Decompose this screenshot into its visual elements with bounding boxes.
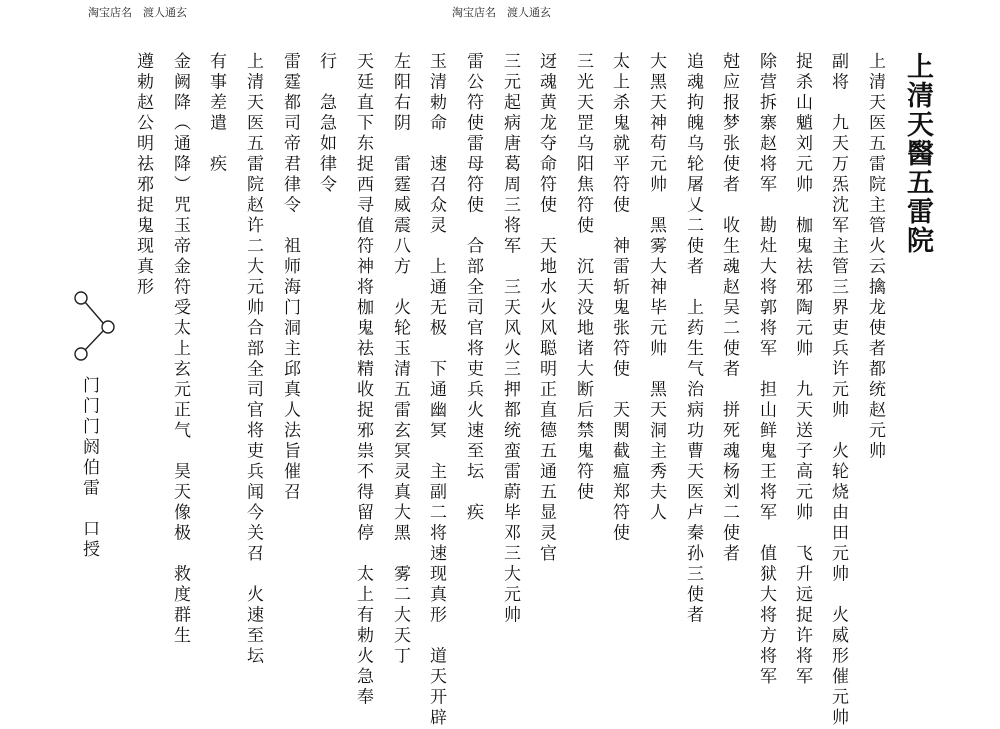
header-shop-name-left: 淘宝店名 渡人通玄 [88,6,187,19]
text-column-2: 副将 九天万炁沈军主管三界吏兵许元帅 火轮烧由田元帅 火威形催元帅 [828,52,848,729]
text-column-20: 金阙降（通降）咒玉帝金符受太上玄元正气 昊天像极 救度群生 [170,52,190,647]
text-column-5: 尅应报梦张使者 收生魂赵吴二使者 拼死魂杨刘二使者 [719,52,739,565]
text-column-18: 上清天医五雷院赵许二大元帅合部全司官将吏兵闻今关召 火速至坛 [243,52,263,667]
text-column-19: 有事差遣 疾 [206,52,226,175]
text-column-12: 雷公符使雷母符使 合部全司官将吏兵火速至坛 疾 [463,52,483,524]
text-column-9: 三光天罡乌阳焦符使 沉天没地诸大断后禁鬼符使 [573,52,593,503]
text-column-16: 行 急急如律令 [316,52,336,196]
document-title: 上清天醫五雷院 [902,52,933,255]
text-column-14: 左阳右阴 雷霆威震八方 火轮玉清五雷玄冥灵真大黑 雾二大天丁 [390,52,410,667]
text-column-8: 太上杀鬼就平符使 神雷斩鬼张符使 天関截瘟郑符使 [609,52,629,544]
talisman-star-glyph-icon [72,290,118,362]
header-shop-name-right: 淘宝店名 渡人通玄 [452,6,551,19]
text-column-7: 大黑天神苟元帅 黑雾大神毕元帅 黑天洞主秀夫人 [646,52,666,524]
signature-line: 门门门阏伯雷 口授 [79,376,99,561]
text-column-3: 捉杀山魈刘元帅 枷鬼祛邪陶元帅 九天送子高元帅 飞升远捉许将军 [792,52,812,688]
text-column-4: 除营拆寨赵将军 勘灶大将郭将军 担山鲜鬼王将军 值狱大将方将军 [756,52,776,688]
text-column-21: 遵勅赵公明祛邪捉鬼现真形 [133,52,153,298]
text-column-13: 玉清勅命 速召众灵 上通无极 下通幽冥 主副二将速现真形 道天开辟 [426,52,446,729]
text-column-6: 追魂拘魄乌轮屠乂二使者 上药生气治病功曹天医卢秦孙三使者 [683,52,703,626]
text-column-11: 三元起病唐葛周三将军 三天风火三押都统蛮雷蔚毕邓三大元帅 [500,52,520,626]
text-column-17: 雷霆都司帝君律令 祖师海门洞主邱真人法旨催召 [280,52,300,503]
text-column-10: 迓魂黄龙夺命符使 天地水火风聪明正直德五通五显灵官 [536,52,556,565]
text-column-15: 天廷直下东捉西寻值符神将枷鬼祛精收捉邪祟不得留停 太上有勅火急奉 [353,52,373,708]
text-column-1: 上清天医五雷院主管火云擒龙使者都统赵元帅 [865,52,885,462]
